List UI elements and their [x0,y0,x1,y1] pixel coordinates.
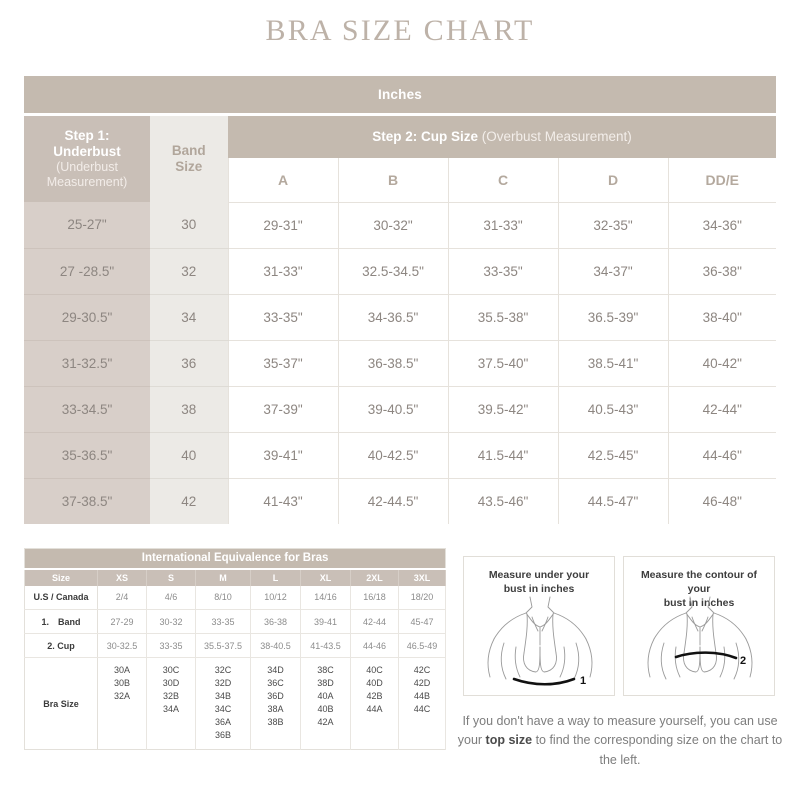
intl-cell: 41-43.5 [301,634,351,658]
step1-underbust-header [24,114,150,202]
intl-bra-size-cell [301,658,351,750]
intl-cell: 18/20 [399,586,446,610]
bra-size-value: 32B [162,691,179,702]
bra-size-value: 40B [317,704,334,715]
cup-measurement-cell: 30-32" [338,202,448,248]
bra-size-value: 30D [162,678,180,689]
bra-size-value: 34A [162,704,179,715]
step1-line3: (Underbust [56,159,118,174]
band-size-cell: 42 [150,478,228,524]
bra-size-value: 32D [214,678,232,689]
intl-cell: 27-29 [98,610,147,634]
intl-bra-size-cell [251,658,301,750]
bra-size-value: 34C [214,704,232,715]
bra-size-value: 42A [317,717,334,728]
bra-size-value: 32A [113,691,130,702]
intl-cell: 39-41 [301,610,351,634]
intl-cell: 46.5-49 [399,634,446,658]
underbust-cell: 29-30.5" [24,294,150,340]
intl-bra-size-cell [147,658,196,750]
bra-size-value: 40C [366,665,383,675]
bra-size-value: 42C [413,665,431,675]
step1-line1: Step 1: [64,128,110,144]
intl-cell: 35.5-37.5 [196,634,251,658]
bra-size-value: 42B [366,691,383,702]
cup-measurement-cell: 34-37" [558,248,668,294]
cup-measurement-cell: 41.5-44" [448,432,558,478]
cup-header-b: B [338,158,448,202]
bra-size-value: 30A [113,665,130,675]
step1-line2: Underbust [53,144,121,159]
table-header-row-1 [24,114,776,158]
footer-note [452,712,788,770]
step2-normal-label: (Overbust Measurement) [481,129,632,145]
intl-header-size: Size [25,569,98,586]
cup-header-dd-e: DD/E [668,158,776,202]
intl-cell: 44-46 [351,634,399,658]
intl-bra-size-label: Bra Size [25,658,98,750]
intl-row-label-text: Band [58,616,81,627]
international-equivalence-table [24,548,446,750]
cup-header-d: D [558,158,668,202]
step1-line4: Measurement) [46,174,128,189]
illustration-2-caption-line1: Measure the contour of your [640,569,758,596]
bra-size-value: 36A [214,717,231,728]
bra-size-value: 30B [113,678,130,689]
intl-row-label [25,610,98,634]
cup-measurement-cell: 37-39" [228,386,338,432]
cup-header-a: A [228,158,338,202]
cup-measurement-cell: 44-46" [668,432,776,478]
cup-measurement-cell: 40.5-43" [558,386,668,432]
table-row [24,248,776,294]
cup-measurement-cell: 34-36.5" [338,294,448,340]
table-row [24,340,776,386]
cup-measurement-cell: 36-38.5" [338,340,448,386]
band-size-cell: 40 [150,432,228,478]
intl-title: International Equivalence for Bras [25,549,446,569]
cup-measurement-cell: 36.5-39" [558,294,668,340]
band-size-header [150,114,228,202]
band-size-cell: 32 [150,248,228,294]
intl-row-label: U.S / Canada [25,586,98,610]
intl-header-xl: XL [301,569,351,586]
intl-table-row [25,634,446,658]
bra-size-value: 36D [267,691,284,702]
cup-measurement-cell: 32-35" [558,202,668,248]
bra-size-value: 40D [366,678,383,689]
illustration-1-marker: 1 [580,675,587,687]
cup-measurement-cell: 46-48" [668,478,776,524]
intl-bra-size-cell [196,658,251,750]
intl-header-row [25,569,446,586]
intl-header-s: S [147,569,196,586]
illustration-box-underbust [463,556,615,696]
cup-measurement-cell: 39-41" [228,432,338,478]
intl-header-l: L [251,569,301,586]
band-size-cell: 30 [150,202,228,248]
intl-table-row [25,610,446,634]
intl-cell: 42-44 [351,610,399,634]
page-title: BRA SIZE CHART [265,14,535,47]
cup-measurement-cell: 33-35" [448,248,558,294]
cup-measurement-cell: 31-33" [448,202,558,248]
intl-cell: 10/12 [251,586,301,610]
intl-cell: 16/18 [351,586,399,610]
underbust-cell: 27 -28.5" [24,248,150,294]
intl-cell: 2/4 [98,586,147,610]
intl-header-xs: XS [98,569,147,586]
intl-header-2xl: 2XL [351,569,399,586]
intl-header-m: M [196,569,251,586]
step2-bold-label: Step 2: Cup Size [372,129,478,145]
table-row [24,202,776,248]
bra-size-value: 36B [214,730,231,741]
cup-measurement-cell: 33-35" [228,294,338,340]
table-row [24,386,776,432]
illustration-box-overbust [623,556,775,696]
table-row [24,478,776,524]
footer-note-part1: If you don't have a way to measure yourself, you can use your [457,714,778,748]
footer-note-part2: to find the corresponding size on the chart to the left. [532,733,783,767]
band-size-line1: Band [171,142,206,158]
intl-cell: 4/6 [147,586,196,610]
cup-header-c: C [448,158,558,202]
intl-header-3xl: 3XL [399,569,446,586]
intl-cell: 38-40.5 [251,634,301,658]
cup-measurement-cell: 35-37" [228,340,338,386]
unit-label: Inches [24,76,776,114]
intl-cell: 36-38 [251,610,301,634]
bra-size-value: 44A [366,704,383,715]
cup-measurement-cell: 42-44.5" [338,478,448,524]
table-row [24,432,776,478]
cup-measurement-cell: 31-33" [228,248,338,294]
cup-measurement-cell: 29-31" [228,202,338,248]
intl-cell: 33-35 [147,634,196,658]
cup-measurement-cell: 35.5-38" [448,294,558,340]
table-row [24,294,776,340]
cup-measurement-cell: 34-36" [668,202,776,248]
cup-measurement-cell: 41-43" [228,478,338,524]
underbust-cell: 25-27" [24,202,150,248]
intl-bra-size-row [25,658,446,750]
step2-cup-size-header [228,114,776,158]
bra-size-value: 34B [214,691,231,702]
illustration-1-caption-line2: bust in inches [503,583,575,596]
bra-size-value: 40A [317,691,334,702]
main-size-table [24,76,776,524]
cup-measurement-cell: 40-42" [668,340,776,386]
intl-cell: 45-47 [399,610,446,634]
intl-cell: 8/10 [196,586,251,610]
bra-size-value: 34D [267,665,284,675]
intl-cell: 30-32.5 [98,634,147,658]
bra-size-value: 38B [267,717,284,728]
intl-cell: 30-32 [147,610,196,634]
cup-measurement-cell: 39.5-42" [448,386,558,432]
torso-overbust-diagram [624,587,776,697]
intl-row-label-number: 1. [41,616,49,627]
underbust-cell: 33-34.5" [24,386,150,432]
cup-measurement-cell: 38.5-41" [558,340,668,386]
inches-band-row [24,76,776,114]
band-size-cell: 38 [150,386,228,432]
torso-underbust-diagram [464,587,616,697]
bra-size-value: 32C [214,665,232,675]
cup-measurement-cell: 44.5-47" [558,478,668,524]
underbust-cell: 31-32.5" [24,340,150,386]
cup-measurement-cell: 32.5-34.5" [338,248,448,294]
bra-size-value: 44C [413,704,431,715]
band-size-line2: Size [175,158,203,174]
intl-cell: 14/16 [301,586,351,610]
intl-bra-size-cell [399,658,446,750]
bra-size-value: 44B [414,691,431,702]
bra-size-value: 38D [317,678,334,689]
cup-measurement-cell: 40-42.5" [338,432,448,478]
cup-measurement-cell: 37.5-40" [448,340,558,386]
cup-measurement-cell: 39-40.5" [338,386,448,432]
illustration-2-caption-line2: bust in inches [663,597,735,610]
bra-size-value: 38C [317,665,334,675]
cup-measurement-cell: 43.5-46" [448,478,558,524]
cup-measurement-cell: 42.5-45" [558,432,668,478]
intl-title-row [25,549,446,569]
bra-size-value: 42D [413,678,431,689]
intl-table-row [25,586,446,610]
bra-size-value: 38A [267,704,284,715]
band-size-cell: 34 [150,294,228,340]
cup-measurement-cell: 42-44" [668,386,776,432]
underbust-cell: 35-36.5" [24,432,150,478]
illustration-1-caption-line1: Measure under your [488,569,590,581]
intl-bra-size-cell [98,658,147,750]
intl-bra-size-cell [351,658,399,750]
illustration-2-marker: 2 [740,655,747,667]
bra-size-value: 36C [267,678,284,689]
cup-measurement-cell: 36-38" [668,248,776,294]
intl-row-label: 2. Cup [25,634,98,658]
underbust-cell: 37-38.5" [24,478,150,524]
cup-measurement-cell: 38-40" [668,294,776,340]
bra-size-value: 30C [162,665,180,675]
footer-note-bold: top size [485,733,533,748]
intl-cell: 33-35 [196,610,251,634]
band-size-cell: 36 [150,340,228,386]
